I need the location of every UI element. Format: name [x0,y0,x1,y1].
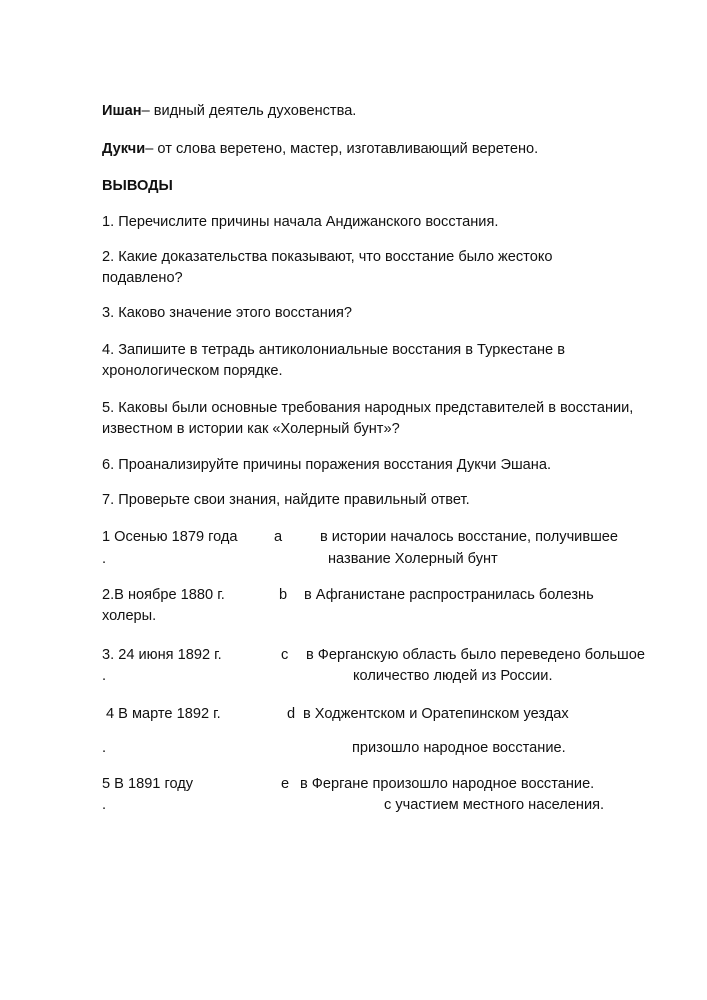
question-3: 3. Каково значение этого восстания? [102,305,353,321]
question-1: 1. Перечислите причины начала Андижанского восстания. [102,214,499,230]
definition-text: – от слова веретено, мастер, изготавливающий веретено. [145,141,539,157]
question-2-continued: подавлено? [102,270,183,286]
match-letter-b: b [279,587,288,603]
match-right-e-continued: с участием местного населения. [384,797,605,813]
match-left-1: 1 Осенью 1879 года [102,529,238,545]
match-dot: . [102,668,107,684]
question-5: 5. Каковы были основные требования народных представителей в восстании, [102,400,634,416]
match-letter-c: c [281,647,289,663]
match-right-e: в Фергане произошло народное восстание. [300,776,595,792]
question-4: 4. Запишите в тетрадь антиколониальные восстания в Туркестане в [102,342,565,358]
match-left-3: 3. 24 июня 1892 г. [102,647,222,663]
definition-dukchi [102,139,538,160]
question-7: 7. Проверьте свои знания, найдите правильный ответ. [102,492,470,508]
match-letter-a: a [274,529,283,545]
match-left-4: 4 В марте 1892 г. [106,706,221,722]
match-left-5: 5 В 1891 году [102,776,194,792]
match-dot: . [102,551,107,567]
question-5-continued: известном в истории как «Холерный бунт»? [102,421,400,437]
definition-ishan [102,101,356,122]
question-4-continued: хронологическом порядке. [102,363,283,379]
match-right-b-wrap: холеры. [102,608,157,624]
match-right-d: в Ходжентском и Оратепинском уездах [303,706,569,722]
match-letter-e: e [281,776,290,792]
conclusions-heading: ВЫВОДЫ [102,178,173,194]
definition-text: – видный деятель духовенства. [141,103,357,119]
match-left-2: 2.В ноябре 1880 г. [102,587,225,603]
match-dot: . [102,740,107,756]
match-right-b: в Афганистане распространилась болезнь [304,587,594,603]
match-right-d-continued: призошло народное восстание. [352,740,566,756]
match-letter-d: d [287,706,296,722]
match-right-c-continued: количество людей из России. [353,668,553,684]
question-6: 6. Проанализируйте причины поражения восстания Дукчи Эшана. [102,457,552,473]
definition-term: Дукчи [102,141,146,157]
match-right-a-continued: название Холерный бунт [328,551,498,567]
question-2: 2. Какие доказательства показывают, что восстание было жестоко [102,249,553,265]
definition-term: Ишан [102,103,142,119]
match-right-c: в Ферганскую область было переведено большое [306,647,645,663]
match-dot: . [102,797,107,813]
match-right-a: в истории началось восстание, получившее [320,529,619,545]
